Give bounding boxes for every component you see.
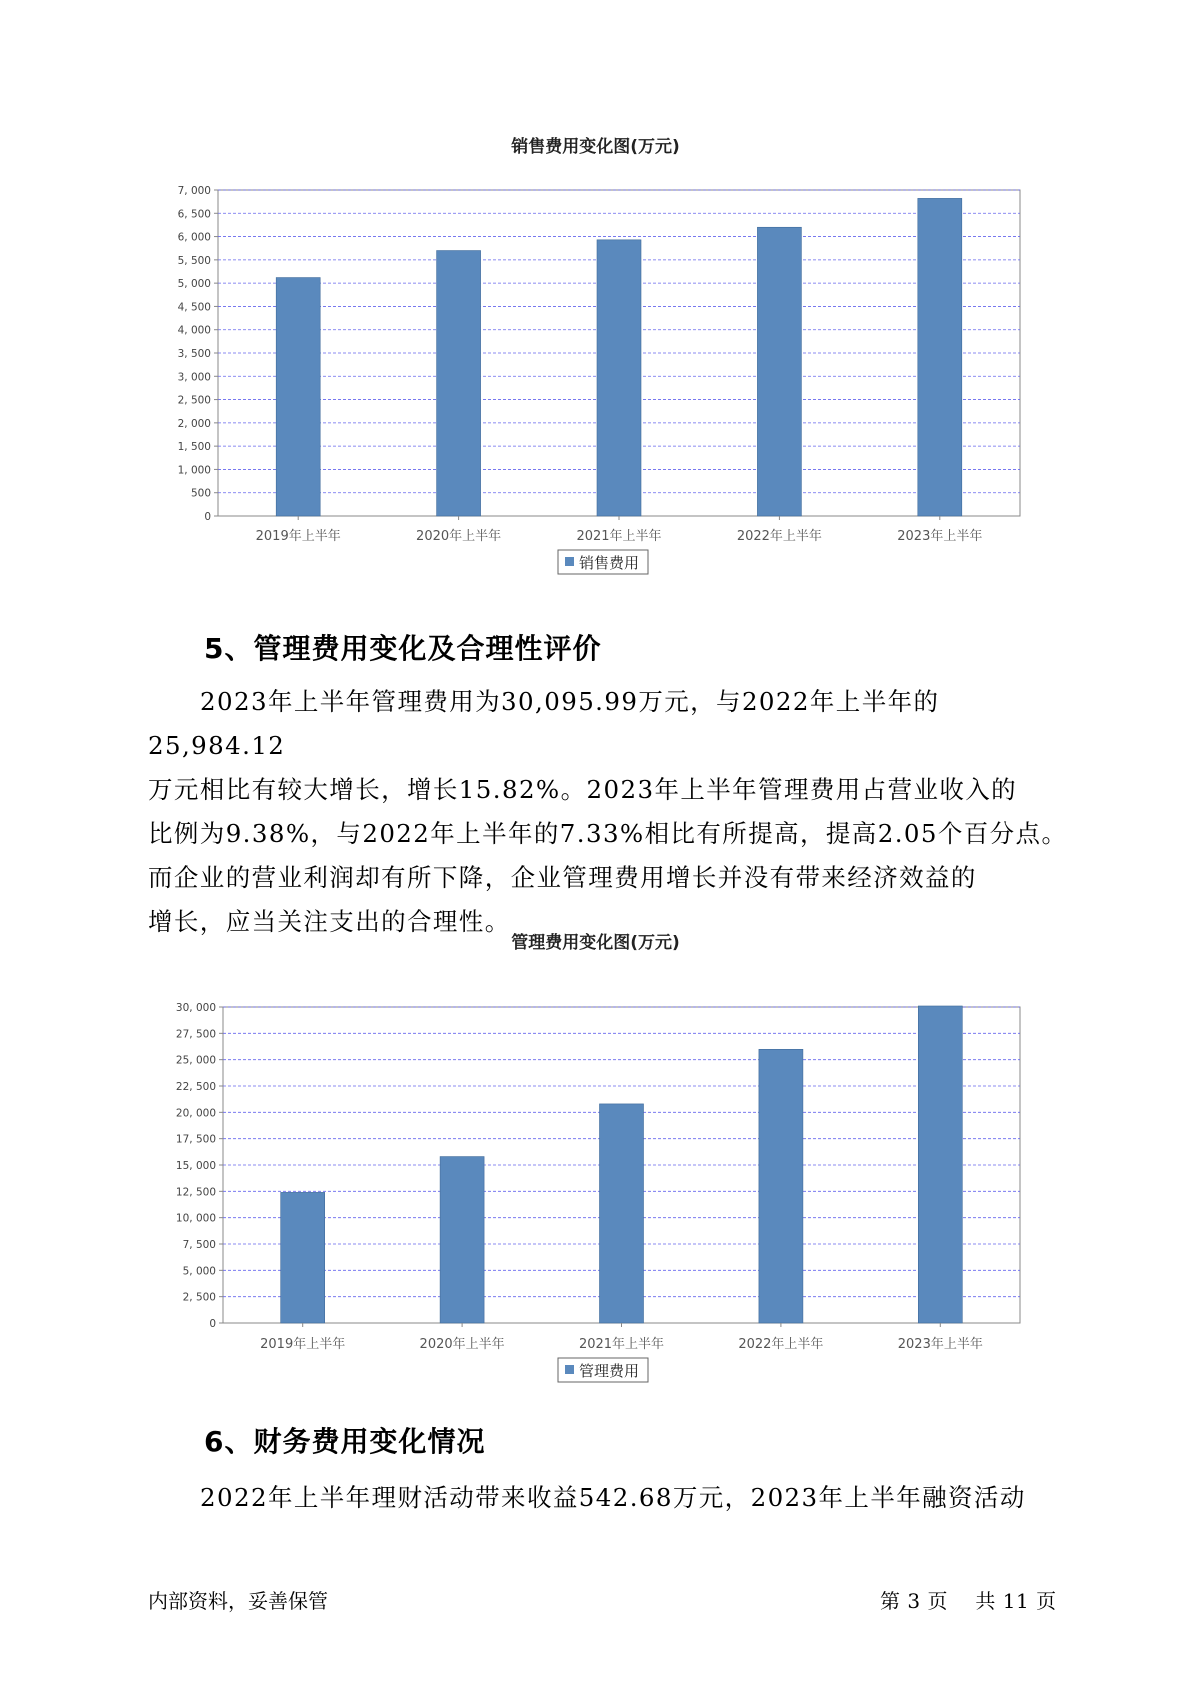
- bar: [918, 1006, 962, 1323]
- y-tick-label: 20, 000: [175, 1107, 216, 1120]
- y-tick-label: 4, 000: [177, 324, 211, 337]
- x-tick-label: 2019年上半年: [255, 529, 341, 544]
- bar: [759, 1049, 803, 1323]
- chart-title-sales: 销售费用变化图(万元): [511, 137, 680, 157]
- y-tick-label: 12, 500: [175, 1186, 216, 1199]
- y-tick-label: 5, 500: [177, 254, 211, 267]
- section-5-heading: 5、管理费用变化及合理性评价: [204, 632, 602, 665]
- page-num: 3: [907, 1589, 921, 1613]
- paragraph-line: 增长，应当关注支出的合理性。: [148, 907, 511, 936]
- paragraph-line: 2023年上半年管理费用为30,095.99万元，与2022年上半年的25,984.12: [148, 687, 940, 760]
- y-tick-label: 27, 500: [175, 1028, 216, 1041]
- x-tick-label: 2021年上半年: [578, 1337, 665, 1352]
- paragraph-line: 2022年上半年理财活动带来收益542.68万元，2023年上半年融资活动: [200, 1483, 1026, 1512]
- y-tick-label: 6, 500: [177, 208, 211, 221]
- y-tick-label: 5, 000: [182, 1265, 216, 1278]
- y-tick-label: 500: [190, 487, 211, 500]
- x-tick-label: 2022年上半年: [736, 529, 822, 544]
- legend-swatch: [565, 1365, 574, 1374]
- y-tick-label: 2, 500: [177, 394, 211, 407]
- section-6-heading: 6、财务费用变化情况: [204, 1425, 486, 1458]
- y-tick-label: 6, 000: [177, 231, 211, 244]
- legend-label: 销售费用: [579, 554, 640, 572]
- y-tick-label: 22, 500: [175, 1081, 216, 1093]
- y-tick-label: 10, 000: [175, 1212, 216, 1225]
- bar: [437, 251, 481, 516]
- y-tick-label: 17, 500: [175, 1133, 216, 1146]
- y-tick-label: 5, 000: [177, 278, 211, 291]
- sales-expense-chart: [0, 160, 1191, 580]
- y-tick-label: 0: [209, 1318, 216, 1330]
- x-tick-label: 2021年上半年: [576, 529, 662, 544]
- y-tick-label: 15, 000: [175, 1160, 216, 1172]
- bar: [918, 198, 962, 516]
- y-tick-label: 3, 500: [177, 348, 211, 360]
- x-tick-label: 2020年上半年: [419, 1337, 505, 1352]
- bar: [757, 227, 801, 516]
- total-num: 11: [1002, 1589, 1030, 1613]
- legend-label: 管理费用: [579, 1362, 640, 1380]
- paragraph-line: 万元相比有较大增长，增长15.82%。2023年上半年管理费用占营业收入的: [148, 775, 1018, 804]
- page-unit: 页: [927, 1589, 948, 1613]
- y-tick-label: 7, 000: [177, 185, 211, 197]
- y-tick-label: 25, 000: [175, 1054, 216, 1067]
- paragraph-line: 而企业的营业利润却有所下降，企业管理费用增长并没有带来经济效益的: [148, 863, 977, 892]
- footer-confidential: 内部资料，妥善保管: [148, 1589, 328, 1613]
- section-6-paragraph: [148, 1476, 1068, 1520]
- y-tick-label: 0: [204, 511, 211, 523]
- y-tick-label: 1, 000: [177, 464, 211, 477]
- admin-expense-chart: [0, 965, 1191, 1385]
- paragraph-line: 比例为9.38%，与2022年上半年的7.33%相比有所提高，提高2.05个百分点。: [148, 819, 1068, 848]
- total-label: 共: [975, 1589, 996, 1613]
- x-tick-label: 2020年上半年: [416, 529, 502, 544]
- page-label: 第: [880, 1589, 901, 1613]
- y-tick-label: 2, 500: [182, 1291, 216, 1304]
- y-tick-label: 1, 500: [177, 441, 211, 454]
- x-tick-label: 2023年上半年: [897, 529, 983, 544]
- y-tick-label: 3, 000: [177, 371, 211, 384]
- section-5-paragraph: [148, 680, 1068, 944]
- x-tick-label: 2022年上半年: [738, 1337, 824, 1352]
- y-tick-label: 7, 500: [182, 1239, 216, 1251]
- bar: [600, 1104, 644, 1323]
- x-tick-label: 2023年上半年: [897, 1337, 983, 1352]
- y-tick-label: 30, 000: [175, 1002, 216, 1014]
- total-unit: 页: [1036, 1589, 1057, 1613]
- chart-title-admin: 管理费用变化图(万元): [511, 933, 680, 953]
- y-tick-label: 2, 000: [177, 417, 211, 430]
- bar: [276, 278, 320, 516]
- y-tick-label: 4, 500: [177, 301, 211, 314]
- bar: [440, 1157, 484, 1323]
- bar: [281, 1192, 325, 1323]
- bar: [597, 240, 641, 516]
- legend-swatch: [565, 557, 574, 566]
- footer-page-number: [880, 1585, 1057, 1614]
- x-tick-label: 2019年上半年: [260, 1337, 346, 1352]
